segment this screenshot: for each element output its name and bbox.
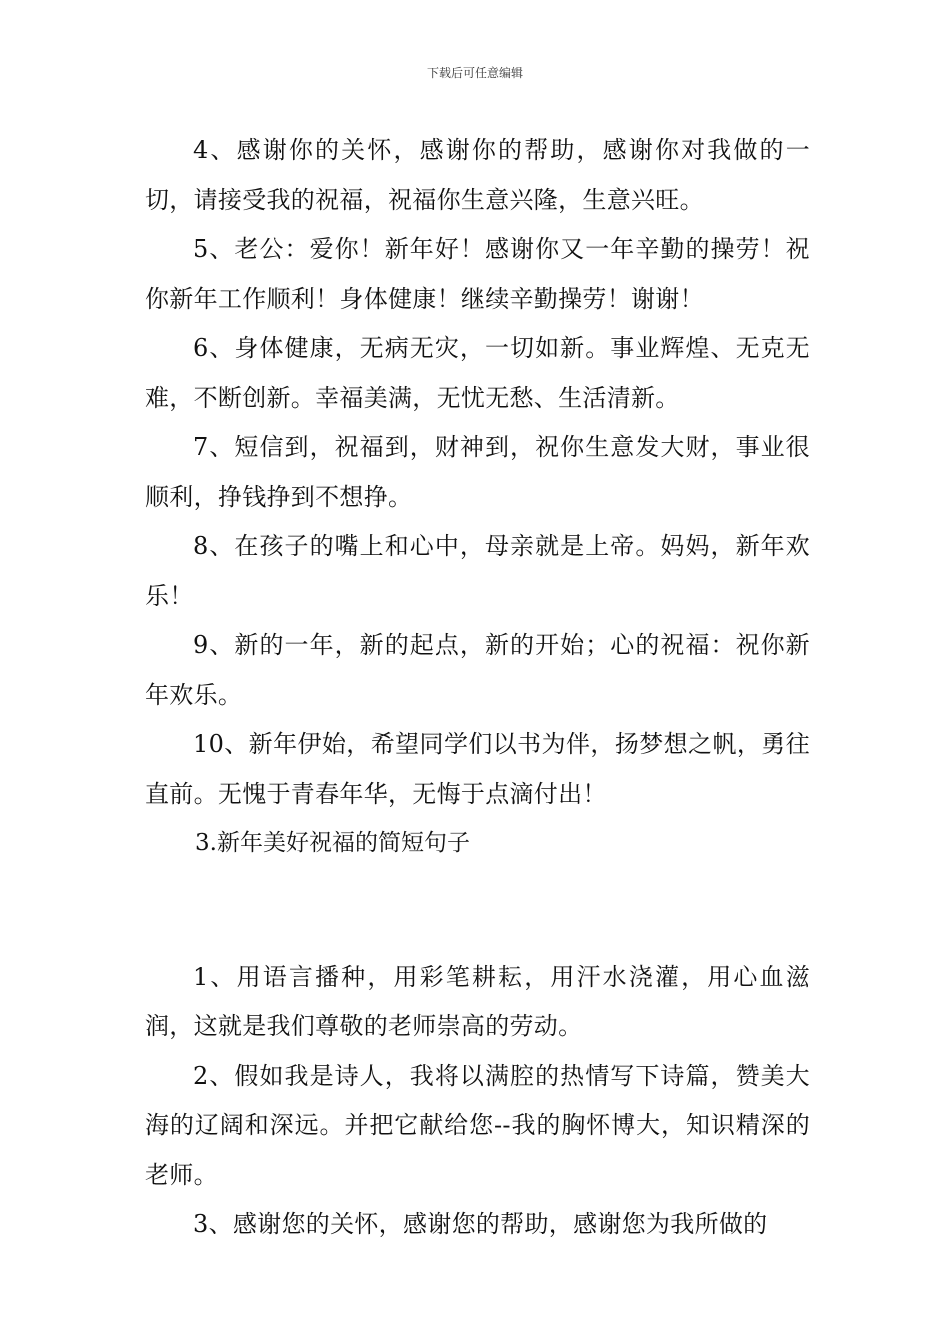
document-body — [145, 126, 810, 1250]
paragraph-item: 9、新的一年，新的起点，新的开始；心的祝福：祝你新年欢乐。 — [145, 631, 810, 709]
paragraph-item: 8、在孩子的嘴上和心中，母亲就是上帝。妈妈，新年欢乐！ — [145, 532, 810, 610]
paragraph-item: 7、短信到，祝福到，财神到，祝你生意发大财，事业很顺利，挣钱挣到不想挣。 — [145, 433, 810, 511]
paragraph-item: 2、假如我是诗人，我将以满腔的热情写下诗篇，赞美大海的辽阔和深远。并把它献给您--我的胸怀博大，知识精深的老师。 — [145, 1061, 810, 1189]
paragraph-item: 1、用语言播种，用彩笔耕耘，用汗水浇灌，用心血滋润，这就是我们尊敬的老师崇高的劳动。 — [145, 962, 810, 1040]
page-header: 下载后可任意编辑 — [426, 66, 523, 80]
section-spacer — [145, 869, 810, 953]
paragraph-item: 5、老公：爱你！新年好！感谢你又一年辛勤的操劳！祝你新年工作顺利！身体健康！继续辛勤操劳！谢谢！ — [145, 235, 810, 313]
paragraph-item: 3、感谢您的关怀，感谢您的帮助，感谢您为我所做的 — [193, 1210, 768, 1238]
paragraph-item: 6、身体健康，无病无灾，一切如新。事业辉煌、无克无难，不断创新。幸福美满，无忧无愁、生活清新。 — [145, 334, 810, 412]
paragraph-item: 10、新年伊始，希望同学们以书为伴，扬梦想之帆，勇往直前。无愧于青春年华，无悔于点滴付出！ — [145, 730, 810, 808]
section-heading: 3.新年美好祝福的简短句子 — [195, 830, 470, 856]
paragraph-item: 4、感谢你的关怀，感谢你的帮助，感谢你对我做的一切，请接受我的祝福，祝福你生意兴隆，生意兴旺。 — [145, 136, 810, 214]
